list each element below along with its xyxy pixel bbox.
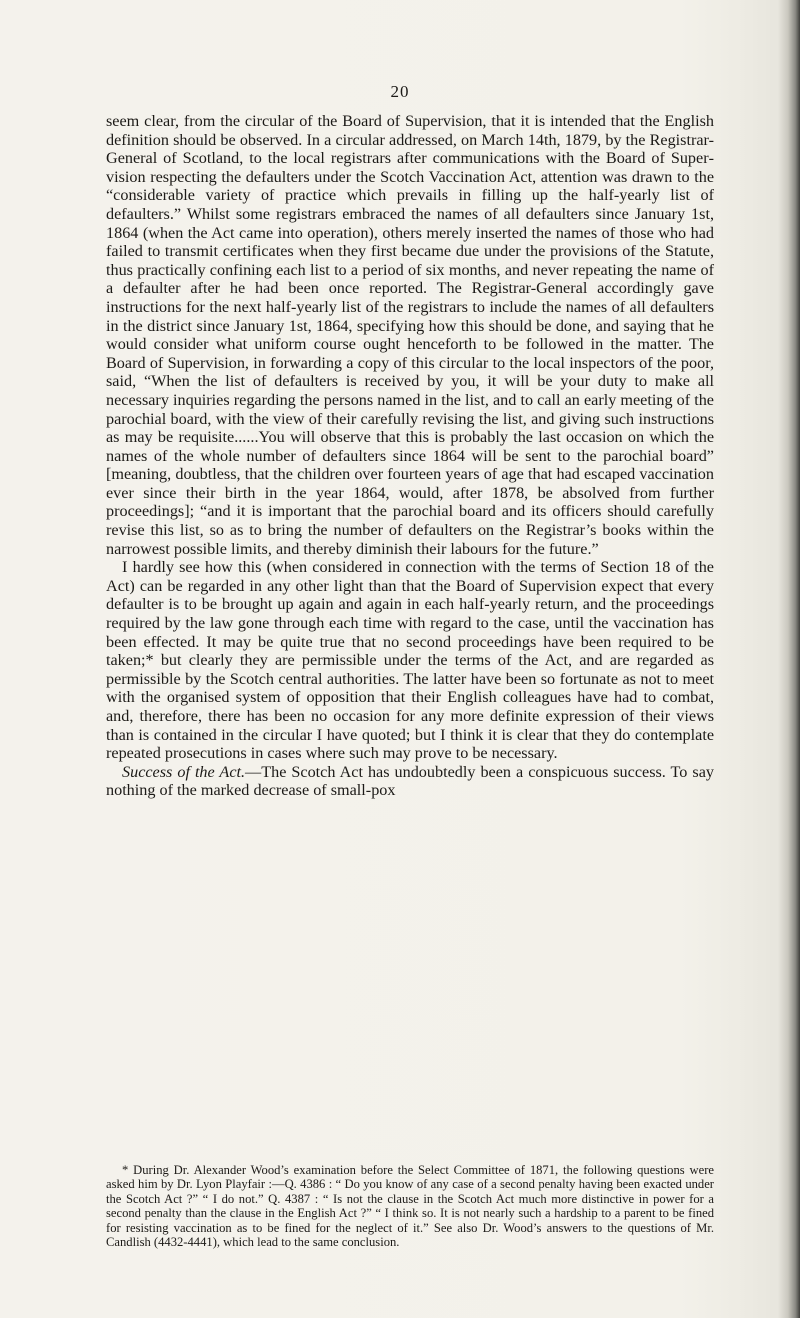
paragraph: I hardly see how this (when considered in connection with the terms of Section 18 of the Act) can be regarded in any other light than that the Board of Supervision expect that every defaulter is to be brought up again and again in each half-yearly return, and the proceedings required by the law gone through each time with regard to the case, until the vaccination has been effected. It may be quite true that no second proceedings have been required to be taken;* but clearly they are permissible under the terms of the Act, and are regarded as permissible by the Scotch central authorities. The latter have been so fortunate as not to meet with the organised system of opposition that their English colleagues have had to combat, and, therefore, there has been no occasion for any more definite expression of their views than is contained in the circular I have quoted; but I think it is clear that they do contemplate repeated prosecutions in cases where such may prove to be necessary. — [106, 558, 714, 763]
section-text: —The Scotch Act has undoubtedly been a conspicuous success. To say nothing of the marked decrease of small-pox — [106, 762, 714, 800]
body-text — [106, 112, 714, 800]
paragraph-section — [106, 763, 714, 800]
footnote: * During Dr. Alexander Wood’s examination before the Select Committee of 1871, the following questions were asked him by Dr. Lyon Playfair :—Q. 4386 : “ Do you know of any case of a second penalty having been exacted under the Scotch Act ?” “ I do not.” Q. 4387 : “ Is not the clause in the Scotch Act much more distinctive in power for a second penalty than the clause in the English Act ?” “ I think so. It is not nearly such a hardship to a parent to be fined for resisting vaccination as to be fined for the neglect of it.” See also Dr. Wood’s answers to the questions of Mr. Candlish (4432-4441), which lead to the same conclusion. — [106, 1163, 714, 1250]
paragraph: seem clear, from the circular of the Board of Supervision, that it is intended that the English definition should be observed. In a circular addressed, on March 14th, 1879, by the Registrar-General of Scotland, to the local registrars after communications with the Board of Supervision respecting the defaulters under the Scotch Vaccination Act, attention was drawn to the “considerable variety of practice which prevails in filling up the half-yearly list of defaulters.” Whilst some registrars embraced the names of all defaulters since January 1st, 1864 (when the Act came into operation), others merely inserted the names of those who had failed to transmit certificates when they first became due under the provisions of the Statute, thus practically confining each list to a period of six months, and never repeating the name of a defaulter after he had been once reported. The Registrar-General accordingly gave instructions for the next half-yearly list of the registrars to include the names of all defaulters in the district since January 1st, 1864, specifying how this should be done, and saying that he would consider what uniform course ought henceforth to be followed in the matter. The Board of Supervision, in forwarding a copy of this circular to the local inspectors of the poor, said, “When the list of defaulters is received by you, it will be your duty to make all necessary inquiries regarding the persons named in the list, and to call an early meeting of the parochial board, with the view of their carefully revising the list, and giving such instructions as may be requisite......You will observe that this is probably the last occasion on which the names of the whole number of defaulters since 1864 will be sent to the parochial board” [meaning, doubtless, that the children over fourteen years of age that had escaped vaccination ever since their birth in the year 1864, would, after 1878, be absolved from further proceedings]; “and it is important that the parochial board and its officers should carefully revise this list, so as to bring the number of defaulters on the Registrar’s books within the narrowest possible limits, and thereby diminish their labours for the future.” — [106, 112, 714, 558]
page-number: 20 — [390, 82, 410, 101]
section-heading: Success of the Act. — [122, 762, 246, 781]
page-edge-shadow — [778, 0, 800, 1318]
